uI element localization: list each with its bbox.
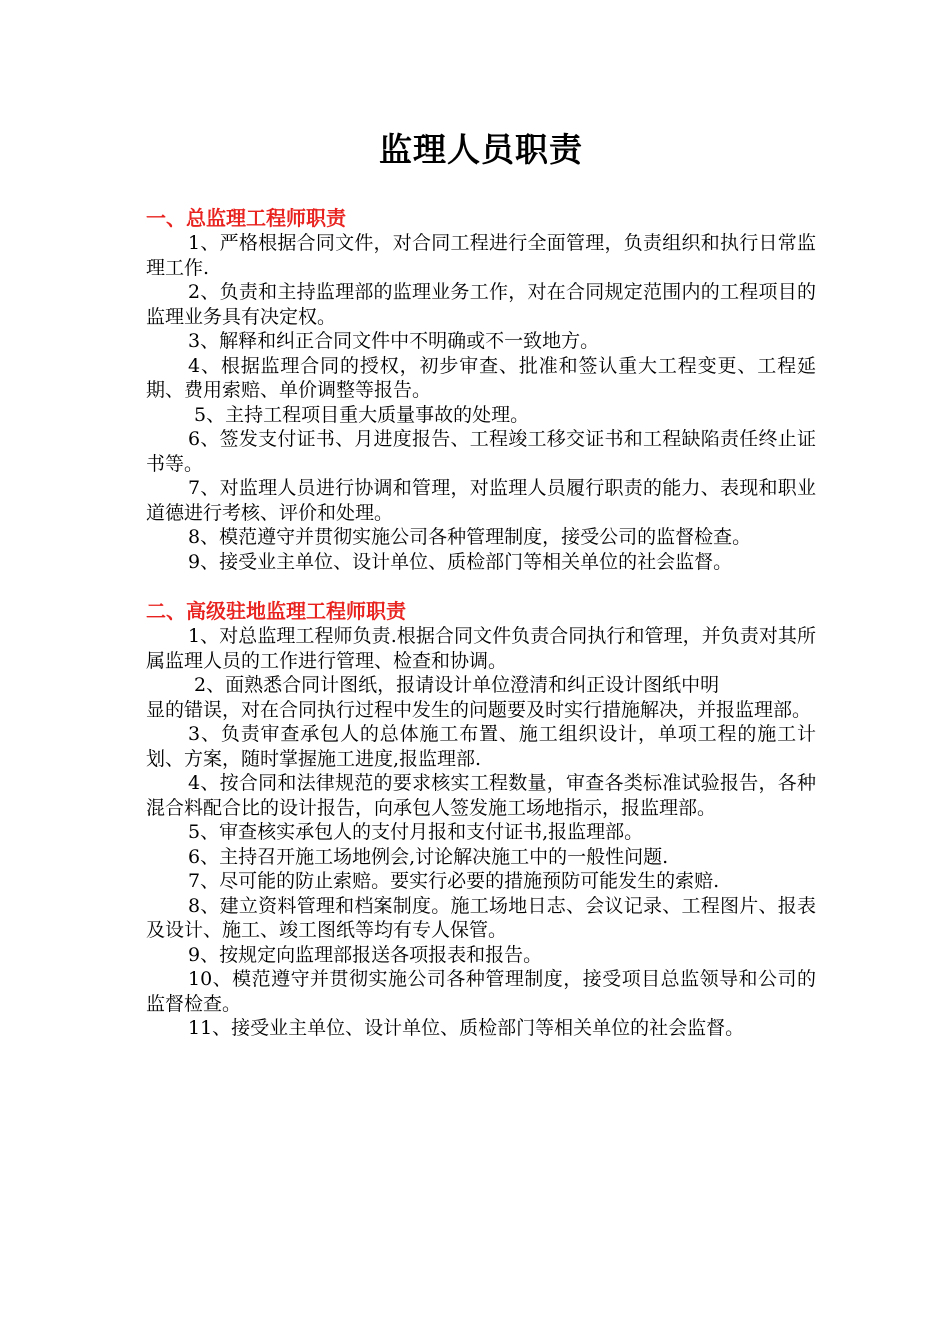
list-item: 9、接受业主单位、设计单位、质检部门等相关单位的社会监督。 (188, 550, 733, 573)
list-item: 显的错误，对在合同执行过程中发生的问题要及时实行措施解决，并报监理部。 (146, 698, 812, 721)
list-item: 10、模范遵守并贯彻实施公司各种管理制度，接受项目总监领导和公司的监督检查。 (146, 968, 816, 1015)
list-item: 7、对监理人员进行协调和管理，对监理人员履行职责的能力、表现和职业道德进行考核、评价和处理。 (146, 477, 816, 524)
list-item: 2、负责和主持监理部的监理业务工作，对在合同规定范围内的工程项目的监理业务具有决定权。 (146, 281, 816, 328)
section-general-chief (146, 206, 816, 574)
list-item: 6、主持召开施工场地例会,讨论解决施工中的一般性问题. (188, 845, 669, 868)
list-item: 5、审查核实承包人的支付月报和支付证书,报监理部。 (188, 821, 644, 843)
list-item: 11、接受业主单位、设计单位、质检部门等相关单位的社会监督。 (188, 1017, 745, 1039)
list-item: 7、尽可能的防止索赔。要实行必要的措施预防可能发生的索赔. (188, 870, 720, 892)
list-item: 3、负责审查承包人的总体施工布置、施工组织设计，单项工程的施工计划、方案，随时掌握施工进度,报监理部. (146, 723, 816, 770)
list-item: 4、根据监理合同的授权，初步审查、批准和签认重大工程变更、工程延期、费用索赔、单价调整等报告。 (146, 354, 816, 401)
list-item: 6、签发支付证书、月进度报告、工程竣工移交证书和工程缺陷责任终止证书等。 (146, 428, 816, 475)
list-item: 1、严格根据合同文件，对合同工程进行全面管理，负责组织和执行日常监理工作. (146, 232, 816, 279)
list-item: 3、解释和纠正合同文件中不明确或不一致地方。 (188, 330, 600, 352)
list-item: 8、建立资料管理和档案制度。施工场地日志、会议记录、工程图片、报表及设计、施工、竣工图纸等均有专人保管。 (146, 894, 816, 941)
section-heading: 二、高级驻地监理工程师职责 (146, 599, 406, 623)
section-senior-resident (146, 599, 816, 1041)
page-title: 监理人员职责 (379, 130, 583, 169)
document-page (146, 128, 816, 1041)
list-item: 5、主持工程项目重大质量事故的处理。 (194, 403, 530, 426)
list-item: 1、对总监理工程师负责.根据合同文件负责合同执行和管理，并负责对其所属监理人员的工作进行管理、检查和协调。 (146, 625, 816, 672)
list-item: 8、模范遵守并贯彻实施公司各种管理制度，接受公司的监督检查。 (188, 526, 752, 548)
section-heading: 一、总监理工程师职责 (146, 206, 346, 230)
list-item: 4、按合同和法律规范的要求核实工程数量，审查各类标准试验报告，各种混合料配合比的设计报告，向承包人签发施工场地指示，报监理部。 (146, 772, 816, 819)
list-item: 2、面熟悉合同计图纸，报请设计单位澄清和纠正设计图纸中明 (194, 674, 720, 696)
list-item: 9、按规定向监理部报送各项报表和报告。 (188, 943, 543, 966)
